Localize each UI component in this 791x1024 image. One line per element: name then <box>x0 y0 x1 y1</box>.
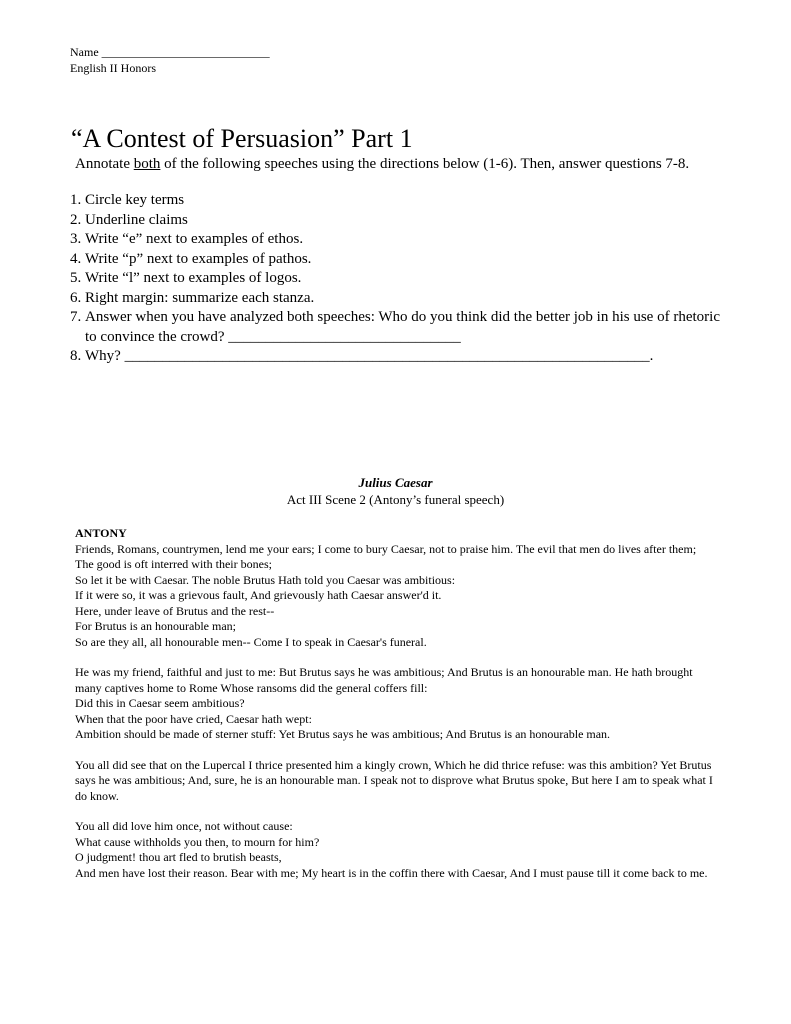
intro-instructions <box>75 155 689 174</box>
directions-list <box>70 191 720 367</box>
speech-line: Friends, Romans, countrymen, lend me your ears; I come to bury Caesar, not to praise him. The evil that men do lives after them; <box>75 541 697 556</box>
direction-text: Why? ______________________________________________________________________. <box>85 348 654 364</box>
direction-number: 5. <box>70 270 82 286</box>
direction-item <box>70 211 720 231</box>
direction-text: Circle key terms <box>85 192 185 208</box>
speech-line: So are they all, all honourable men-- Come I to speak in Caesar's funeral. <box>75 634 427 649</box>
stanza <box>75 758 715 805</box>
stanza <box>75 542 715 651</box>
speech-line: And men have lost their reason. Bear with me; My heart is in the coffin there with Caesar, And I must pause till it come back to me. <box>75 865 708 880</box>
intro-underlined-word: both <box>133 156 161 172</box>
direction-text: Right margin: summarize each stanza. <box>85 289 315 306</box>
course-name: English II Honors <box>70 61 156 75</box>
speaker-name: ANTONY <box>75 526 127 540</box>
direction-number: 1. <box>70 192 82 208</box>
worksheet-header <box>70 44 270 76</box>
play-scene-subtitle: Act III Scene 2 (Antony’s funeral speech) <box>286 492 505 507</box>
direction-number: 6. <box>70 289 82 306</box>
name-line: Name ____________________________ <box>70 45 270 59</box>
direction-text: Answer when you have analyzed both speeches: Who do you think did the better job in his use of rhetoric to convince the crowd? _______________________________ <box>85 309 720 345</box>
direction-text: Write “p” next to examples of pathos. <box>85 250 312 267</box>
stanza <box>75 819 715 881</box>
speech-line: For Brutus is an honourable man; <box>75 619 236 633</box>
speech-line: O judgment! thou art fled to brutish beasts, <box>75 850 282 864</box>
intro-text-before: Annotate <box>75 156 134 172</box>
direction-number: 8. <box>70 348 82 364</box>
direction-text: Write “e” next to examples of ethos. <box>85 231 304 247</box>
speech-text <box>75 526 715 896</box>
speech-line: If it were so, it was a grievous fault, And grievously hath Caesar answer'd it. <box>75 588 442 602</box>
speech-line: You all did see that on the Lupercal I thrice presented him a kingly crown, Which he did thrice refuse: was this ambition? Yet Brutus says he was ambitious; And, sure, he is an honourable man. I speak not to disprove what Brutus spoke, But here I am to speak what I do know. <box>75 757 713 803</box>
direction-text: Underline claims <box>85 211 188 228</box>
direction-number: 2. <box>70 211 82 228</box>
direction-item <box>70 230 720 250</box>
speech-line: He was my friend, faithful and just to me: But Brutus says he was ambitious; And Brutus is an honourable man. He hath brought many captives home to Rome Whose ransoms did the general coffers fill: <box>75 665 693 695</box>
page-title: “A Contest of Persuasion” Part 1 <box>71 124 413 153</box>
speech-line: Did this in Caesar seem ambitious? <box>75 696 245 710</box>
direction-number: 4. <box>70 250 82 267</box>
speech-line: So let it be with Caesar. The noble Brutus Hath told you Caesar was ambitious: <box>75 572 456 587</box>
stanza <box>75 665 715 743</box>
speech-line: Ambition should be made of sterner stuff: Yet Brutus says he was ambitious; And Brutus is an honourable man. <box>75 727 611 741</box>
direction-item <box>70 347 720 367</box>
direction-number: 3. <box>70 231 82 247</box>
direction-text: Write “l” next to examples of logos. <box>85 270 302 286</box>
direction-item <box>70 250 720 270</box>
speech-line: What cause withholds you then, to mourn for him? <box>75 834 320 849</box>
speech-line: When that the poor have cried, Caesar hath wept: <box>75 711 312 726</box>
speech-line: Here, under leave of Brutus and the rest-- <box>75 603 275 618</box>
direction-item <box>70 289 720 309</box>
speech-line: The good is oft interred with their bones; <box>75 557 272 571</box>
direction-number: 7. <box>70 309 82 325</box>
direction-item <box>70 269 720 289</box>
intro-text-after: of the following speeches using the directions below (1-6). Then, answer questions 7-8. <box>160 156 690 172</box>
play-title: Julius Caesar <box>358 475 433 490</box>
direction-item <box>70 308 720 347</box>
direction-item <box>70 191 720 211</box>
speech-line: You all did love him once, not without cause: <box>75 819 293 833</box>
